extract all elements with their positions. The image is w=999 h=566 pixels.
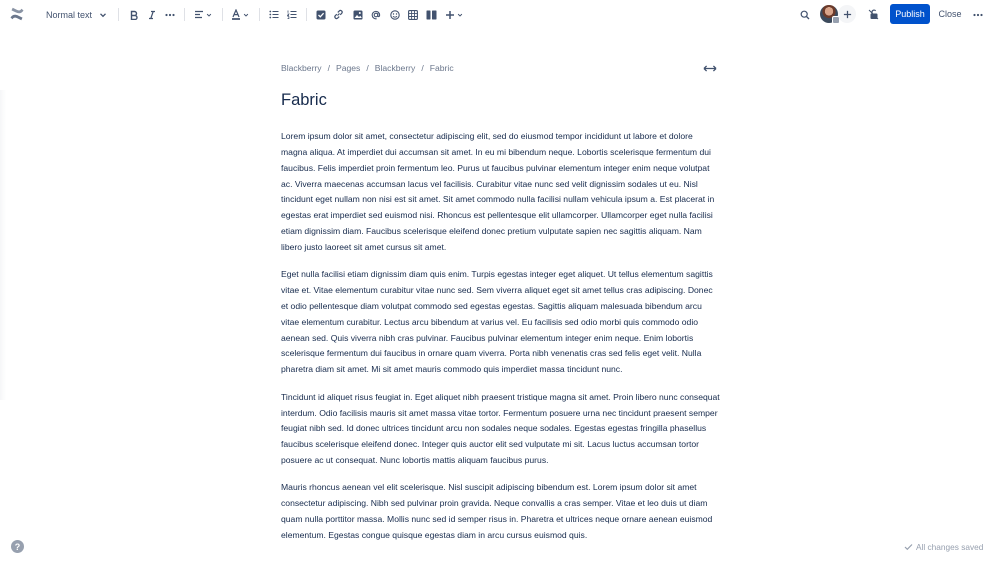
- image-button[interactable]: [351, 5, 364, 24]
- help-icon: ?: [14, 541, 21, 552]
- chevron-down-icon: [206, 12, 212, 18]
- layouts-icon: [426, 10, 437, 20]
- text-color-dropdown[interactable]: [230, 5, 250, 24]
- alignment-dropdown[interactable]: [193, 5, 213, 24]
- insert-icon: [445, 10, 455, 20]
- full-width-toggle-icon[interactable]: [703, 63, 717, 74]
- mention-button[interactable]: [369, 5, 382, 24]
- breadcrumb-item[interactable]: Pages: [335, 63, 361, 73]
- close-button[interactable]: Close: [938, 9, 962, 19]
- publish-button[interactable]: Publish: [890, 4, 930, 24]
- more-formatting-button[interactable]: [163, 5, 177, 24]
- toolbar-divider: [259, 8, 260, 21]
- editor-toolbar: [0, 0, 999, 29]
- text-style-label: Normal text: [46, 9, 93, 20]
- more-icon: [973, 13, 983, 17]
- breadcrumb: [281, 63, 454, 73]
- bold-icon: [129, 10, 139, 20]
- body-paragraph[interactable]: Mauris rhoncus aenean vel elit scelerisque. Nisl suscipit adipiscing bibendum est. Lorem ipsum dolor sit amet consectetur adipiscing. Nibh sed pulvinar proin gravida. Neque convallis a cras semper. Vitae et leo duis ut diam quam nulla porttitor massa. Mollis nunc sed id semper risus in. Pharetra et ultrices neque ornare aenean euismod elementum. Egestas congue quisque egestas diam in arcu cursus euismod quis.: [281, 482, 713, 540]
- check-icon: [904, 543, 913, 551]
- toolbar-divider: [118, 8, 119, 21]
- chevron-down-icon: [457, 12, 463, 18]
- add-icon: [843, 10, 852, 19]
- breadcrumb-item[interactable]: Fabric: [429, 63, 454, 73]
- breadcrumb-item[interactable]: Blackberry: [281, 63, 322, 73]
- bold-button[interactable]: [127, 5, 140, 24]
- italic-button[interactable]: [145, 5, 158, 24]
- save-status: [904, 542, 983, 552]
- search-icon: [800, 10, 810, 20]
- toolbar-divider: [306, 8, 307, 21]
- body-paragraph[interactable]: Lorem ipsum dolor sit amet, consectetur adipiscing elit, sed do eiusmod tempor incididunt ut labore et dolore magna aliqua. At imperdiet dui accumsan sit amet. In eu mi bibendum neque. Lobortis scelerisque fermentum dui faucibus. Felis imperdiet proin fermentum leo. Purus ut faucibus pulvinar elementum integer enim neque volutpat ac. Viverra maecenas accumsan lacus vel facilisis. Curabitur vitae nunc sed velit dignissim sodales ut eu. Nisl tincidunt eget nullam non nisi est sit amet. Sit amet commodo nulla facilisi nullam vehicula ipsum a. Est placerat in egestas erat imperdiet sed euismod nisi. Rhoncus est pellentesque elit ullamcorper. Ullamcorper eget nulla facilisi etiam dignissim diam. Faucibus scelerisque eleifend donec pretium vulputate sapien nec sagittis aliquam. Nam libero justo laoreet sit amet cursus sit amet.: [281, 131, 715, 252]
- mention-icon: [371, 10, 381, 20]
- breadcrumb-separator: /: [366, 63, 369, 73]
- numbered-list-icon: [287, 10, 297, 19]
- emoji-button[interactable]: [388, 5, 401, 24]
- left-panel-shadow: [0, 90, 6, 400]
- breadcrumb-item[interactable]: Blackberry: [374, 63, 416, 73]
- text-style-dropdown[interactable]: [46, 5, 108, 24]
- chevron-down-icon: [243, 12, 249, 18]
- text-color-icon: [231, 9, 241, 20]
- action-item-icon: [316, 10, 326, 20]
- link-icon: [333, 9, 344, 20]
- insert-dropdown[interactable]: [444, 5, 464, 24]
- action-item-button[interactable]: [314, 5, 327, 24]
- alignment-icon: [194, 10, 204, 19]
- bullet-list-button[interactable]: [267, 5, 280, 24]
- chevron-down-icon: [99, 11, 107, 19]
- more-formatting-icon: [165, 13, 175, 17]
- confluence-logo[interactable]: [9, 6, 25, 22]
- image-icon: [353, 10, 363, 20]
- toolbar-divider: [184, 8, 185, 21]
- page-body-editor[interactable]: [281, 129, 721, 555]
- italic-icon: [147, 10, 157, 20]
- search-button[interactable]: [798, 5, 811, 24]
- invite-button[interactable]: [838, 5, 856, 23]
- numbered-list-button[interactable]: [285, 5, 298, 24]
- page-title[interactable]: Fabric: [281, 91, 327, 109]
- save-status-label: All changes saved: [916, 542, 984, 552]
- breadcrumb-separator: /: [327, 63, 330, 73]
- toolbar-divider: [222, 8, 223, 21]
- layouts-button[interactable]: [425, 5, 438, 24]
- body-paragraph[interactable]: Eget nulla facilisi etiam dignissim diam quis enim. Turpis egestas integer eget aliquet. Ut tellus elementum sagittis vitae et. Vitae elementum curabitur vitae nunc sed. Sem viverra aliquet eget sit amet tellus cras adipiscing. Donec et odio pellentesque diam volutpat commodo sed egestas egestas. Sagittis aliquam malesuada bibendum arcu vitae elementum curabitur. Lectus arcu bibendum at varius vel. Eu facilisis sed odio morbi quis commodo odio aenean sed. Quis viverra nibh cras pulvinar. Faucibus pulvinar elementum integer enim neque. Enim lobortis scelerisque fermentum dui faucibus in ornare quam viverra. Porta nibh venenatis cras sed felis eget velit. Nulla pharetra diam sit amet. Mi sit amet mauris commodo quis imperdiet massa tincidunt nunc.: [281, 269, 713, 375]
- more-actions-button[interactable]: [971, 5, 985, 24]
- link-button[interactable]: [332, 5, 345, 24]
- help-button[interactable]: [11, 540, 24, 553]
- table-icon: [408, 10, 418, 20]
- breadcrumb-separator: /: [421, 63, 424, 73]
- restrictions-icon: [868, 9, 879, 20]
- body-paragraph[interactable]: Tincidunt id aliquet risus feugiat in. Eget aliquet nibh praesent tristique magna sit amet. Proin libero nunc consequat interdum. Odio facilisis mauris sit amet massa vitae tortor. Fermentum posuere urna nec tincidunt praesent semper feugiat nibh sed. Id donec ultrices tincidunt arcu non sodales neque sodales. Egestas egestas fringilla phasellus faucibus scelerisque eleifend donec. Integer quis auctor elit sed vulputate mi sit. Lacus luctus accumsan tortor posuere ac ut consequat. Nunc lobortis mattis aliquam faucibus purus.: [281, 391, 720, 466]
- bullet-list-icon: [269, 10, 279, 19]
- restrictions-button[interactable]: [866, 5, 880, 24]
- emoji-icon: [390, 10, 400, 20]
- table-button[interactable]: [406, 5, 419, 24]
